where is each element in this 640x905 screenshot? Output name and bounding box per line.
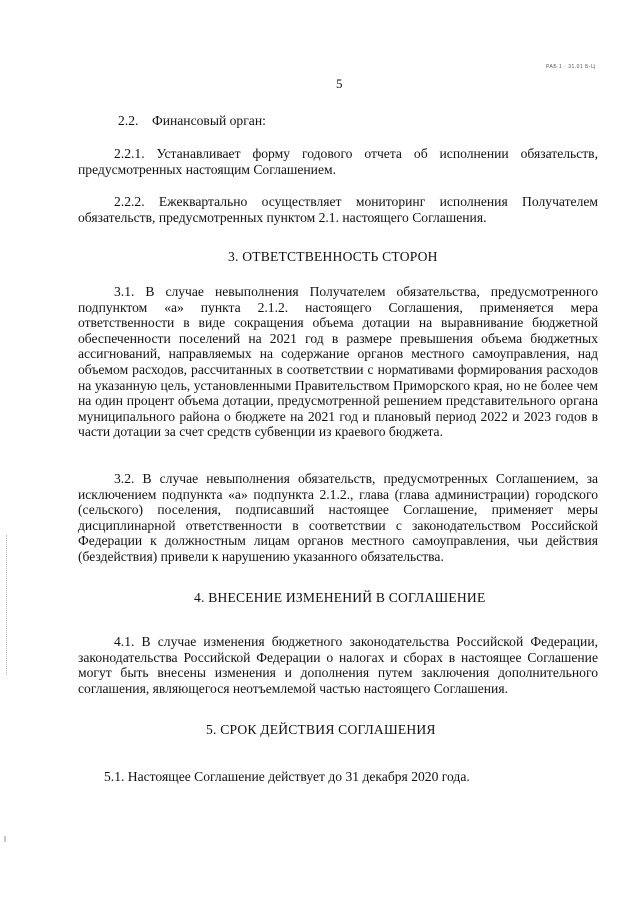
clause-2-2-1: 2.2.1. Устанавливает форму годового отчета об исполнении обязательств, предусмотренных настоящим Соглашением. bbox=[78, 146, 598, 177]
clause-3-1: 3.1. В случае невыполнения Получателем обязательства, предусмотренного подпунктом «а» пункта 2.1.2. настоящего Соглашения, применяется мера ответственности в виде сокращения объема дотации на выравнивание бюджетной обеспеченности поселений на 2021 год в размере превышения объема бюджетных ассигнований, направляемых на содержание органов местного самоуправления, над объемом расходов, рассчитанных в соответствии с нормативами формирования расходов на указанную цель, установленными Правительством Приморского края, но не более чем на один процент объема дотации, предусмотренной решением представительного органа муниципального района о бюджете на 2021 год и плановый период 2022 и 2023 годов в части дотации за счет средств субвенции из краевого бюджета. bbox=[78, 284, 598, 440]
clause-5-1: 5.1. Настоящее Соглашение действует до 31 декабря 2020 года. bbox=[104, 769, 470, 784]
section-4-heading: 4. ВНЕСЕНИЕ ИЗМЕНЕНИЙ В СОГЛАШЕНИЕ bbox=[194, 590, 486, 605]
clause-4-1: 4.1. В случае изменения бюджетного законодательства Российской Федерации, законодательства Российской Федерации о налогах и сборах в настоящее Соглашение могут быть внесены изменения и дополнения путем заключения дополнительного соглашения, являющегося неотъемлемой частью настоящего Соглашения. bbox=[78, 634, 598, 696]
clause-2-2-2: 2.2.2. Ежеквартально осуществляет мониторинг исполнения Получателем обязательств, предусмотренных пунктом 2.1. настоящего Соглашения. bbox=[78, 194, 598, 225]
page-number: 5 bbox=[336, 76, 343, 91]
section-5-heading: 5. СРОК ДЕЙСТВИЯ СОГЛАШЕНИЯ bbox=[206, 722, 436, 737]
scan-edge-marks bbox=[6, 535, 9, 675]
scan-edge-dot bbox=[4, 836, 6, 842]
section-3-heading: 3. ОТВЕТСТВЕННОСТЬ СТОРОН bbox=[228, 249, 438, 264]
corner-stamp: РАБ.1 · 31.01 Б-Ц bbox=[546, 64, 596, 70]
clause-3-2: 3.2. В случае невыполнения обязательств, предусмотренных Соглашением, за исключением подпункта «а» подпункта 2.1.2., глава (глава администрации) городского (сельского) поселения, подписавший настоящее Соглашение, применяет меры дисциплинарной ответственности в соответствии с законодательством Российской Федерации к должностным лицам органов местного самоуправления, чьи действия (бездействия) привели к нарушению указанного обязательства. bbox=[78, 471, 598, 564]
clause-2-2: 2.2. Финансовый орган: bbox=[118, 113, 266, 128]
